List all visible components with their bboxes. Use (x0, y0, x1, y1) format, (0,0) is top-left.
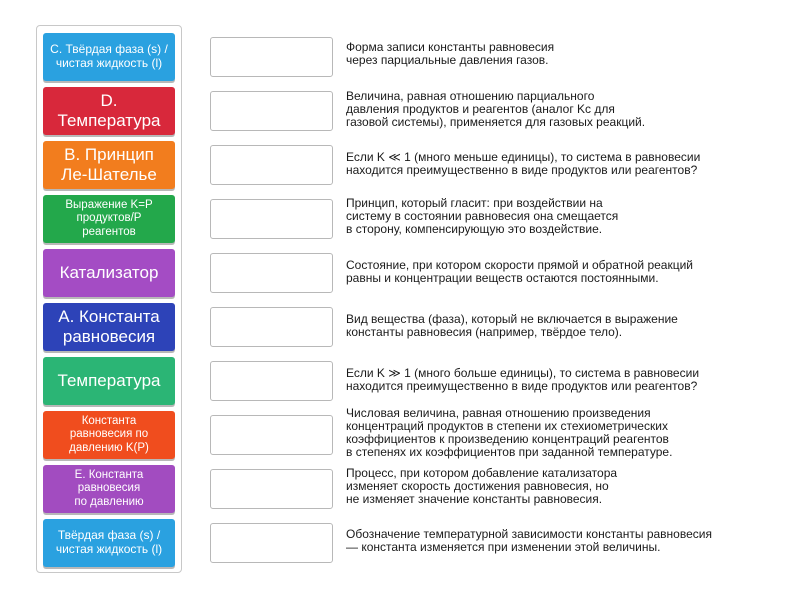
answer-tile[interactable] (43, 303, 175, 351)
tile-label: Температура (57, 371, 161, 391)
answer-tile[interactable] (43, 249, 175, 297)
description-text: Если K ≪ 1 (много меньше единицы), то система в равновесии находится преимущественно в виде продуктов или реагентов? (346, 150, 701, 177)
drop-slot[interactable] (210, 253, 333, 293)
answer-tile[interactable] (43, 33, 175, 81)
description-text: Принцип, который гласит: при воздействии на систему в состоянии равновесия она смещается в сторону, компенсирующую это воздействие. (346, 196, 619, 236)
drop-slot[interactable] (210, 361, 333, 401)
tile-label: D. Температура (57, 91, 161, 130)
description-text: Числовая величина, равная отношению произведения концентраций продуктов в степени их стехиометрических коэффициентов к произведению концентраций реагентов в степенях их коэффициентов при заданной температуре. (346, 406, 673, 459)
answer-tile[interactable] (43, 411, 175, 459)
drop-slot[interactable] (210, 307, 333, 347)
answer-tile[interactable] (43, 141, 175, 189)
tile-label: Выражение K=P продуктов/P реагентов (65, 199, 153, 238)
drop-slot[interactable] (210, 145, 333, 185)
drop-slot[interactable] (210, 523, 333, 563)
drop-slot[interactable] (210, 37, 333, 77)
tile-label: E. Константа равновесия по давлению (74, 469, 144, 508)
description-text: Вид вещества (фаза), который не включается в выражение константы равновесия (например, твёрдое тело). (346, 312, 678, 339)
tile-label: С. Твёрдая фаза (s) / чистая жидкость (l) (50, 42, 168, 70)
answer-tile[interactable] (43, 195, 175, 243)
tile-label: Твёрдая фаза (s) / чистая жидкость (l) (55, 528, 163, 556)
answer-tile[interactable] (43, 519, 175, 567)
answer-tile[interactable] (43, 465, 175, 513)
description-text: Если K ≫ 1 (много больше единицы), то система в равновесии находится преимущественно в виде продуктов или реагентов? (346, 366, 700, 393)
answer-tile[interactable] (43, 357, 175, 405)
description-text: Обозначение температурной зависимости константы равновесия — константа изменяется при изменении этой величины. (346, 527, 712, 554)
description-text: Процесс, при котором добавление катализатора изменяет скорость достижения равновесия, но не изменяет значение константы равновесия. (346, 466, 618, 506)
drop-slot[interactable] (210, 199, 333, 239)
drop-slot[interactable] (210, 415, 333, 455)
description-text: Состояние, при котором скорости прямой и обратной реакций равны и концентрации веществ остаются постоянными. (346, 258, 694, 285)
tile-label: B. Принцип Ле-Шателье (61, 145, 157, 184)
description-text: Форма записи константы равновесия через парциальные давления газов. (346, 40, 555, 67)
tile-label: Катализатор (59, 263, 159, 283)
answer-tile[interactable] (43, 87, 175, 135)
drop-slot[interactable] (210, 469, 333, 509)
tile-label: A. Константа равновесия (58, 307, 160, 346)
drop-slot[interactable] (210, 91, 333, 131)
tile-label: Константа равновесия по давлению K(P) (69, 415, 149, 454)
description-text: Величина, равная отношению парциального давления продуктов и реагентов (аналог Kc для газовой системы), применяется для газовых реакций. (346, 89, 646, 129)
